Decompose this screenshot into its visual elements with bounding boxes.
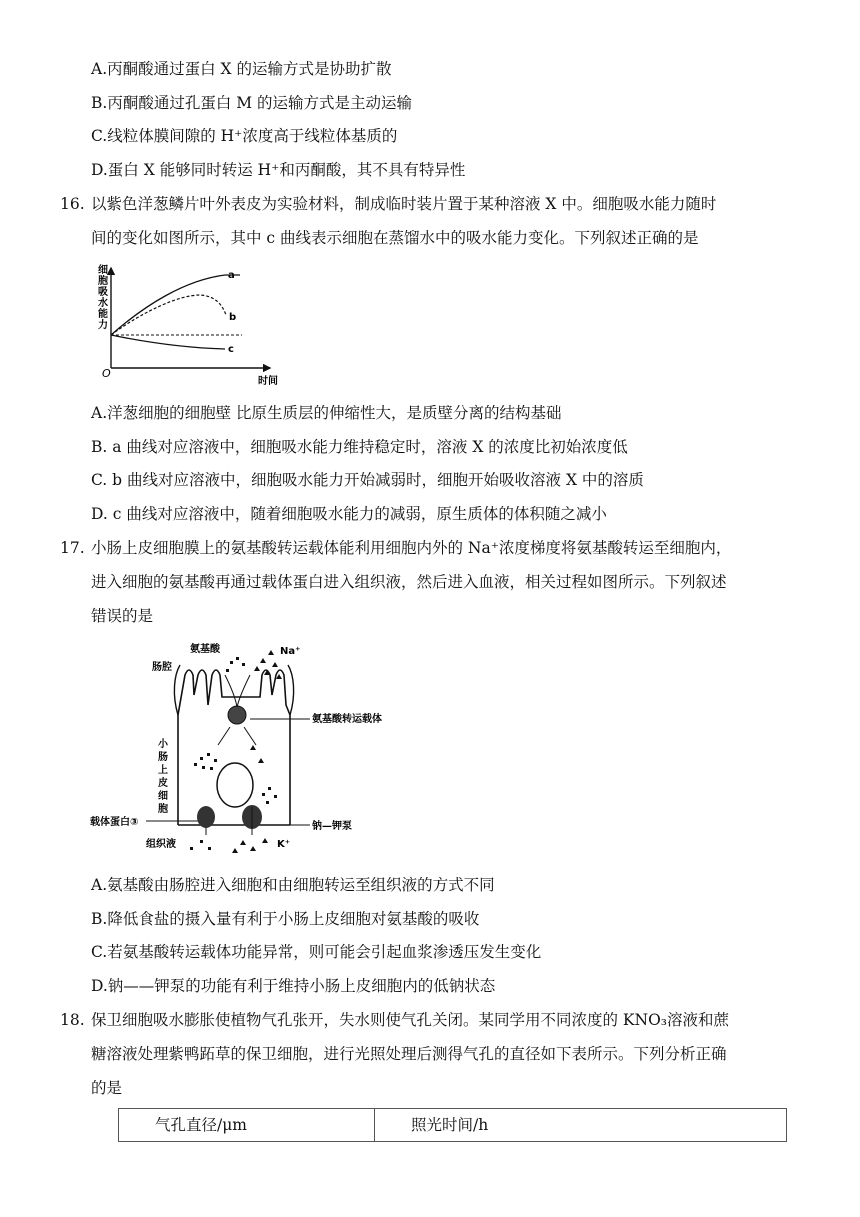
curve-b [111, 295, 226, 335]
q16-option-b: B. a 曲线对应溶液中，细胞吸水能力维持稳定时，溶液 X 的浓度比初始浓度低 [91, 438, 628, 456]
label-cell: 小 [158, 739, 168, 750]
label-na: Na⁺ [280, 646, 301, 657]
ylabel-char: 吸 [98, 287, 108, 298]
q15-option-a: A.丙酮酸通过蛋白 X 的运输方式是协助扩散 [91, 60, 392, 78]
q17-stem-line3: 错误的是 [91, 607, 154, 625]
q17-option-b: B.降低食盐的摄入量有利于小肠上皮细胞对氨基酸的吸收 [91, 910, 480, 928]
table-header-light-time: 照光时间/h [411, 1116, 489, 1134]
label-cell: 细 [158, 791, 168, 802]
table-header-diameter: 气孔直径/μm [119, 1109, 375, 1141]
q18-table [118, 1108, 787, 1142]
label-carrier: 载体蛋白③ [90, 817, 139, 828]
q17-option-a: A.氨基酸由肠腔进入细胞和由细胞转运至组织液的方式不同 [91, 876, 495, 894]
amino-acid-transporter [228, 706, 246, 724]
q15-option-c: C.线粒体膜间隙的 H⁺浓度高于线粒体基质的 [91, 127, 398, 145]
q18-number: 18. [60, 1011, 85, 1029]
label-amino-acid: 氨基酸 [190, 644, 220, 655]
label-tissue-fluid: 组织液 [146, 839, 176, 850]
label-cell: 肠 [158, 752, 168, 763]
label-cell: 上 [158, 765, 168, 776]
ylabel-char: 力 [98, 320, 108, 331]
q15-option-b: B.丙酮酸通过孔蛋白 M 的运输方式是主动运输 [91, 94, 413, 112]
q17-option-d: D.钠——钾泵的功能有利于维持小肠上皮细胞内的低钠状态 [91, 977, 496, 995]
label-pump: 钠—钾泵 [312, 821, 352, 832]
q16-option-c: C. b 曲线对应溶液中，细胞吸水能力开始减弱时，细胞开始吸收溶液 X 中的溶质 [91, 471, 644, 489]
q16-figure [90, 260, 290, 390]
carrier-protein-3 [197, 806, 215, 828]
ylabel-char: 胞 [98, 276, 108, 287]
label-transporter: 氨基酸转运载体 [312, 714, 382, 725]
q17-stem-line2: 进入细胞的氨基酸再通过载体蛋白进入组织液，然后进入血液，相关过程如图所示。下列叙述 [91, 573, 727, 591]
q18-stem-line2: 糖溶液处理紫鸭跖草的保卫细胞，进行光照处理后测得气孔的直径如下表所示。下列分析正确 [91, 1045, 727, 1063]
origin-label: O [102, 367, 111, 380]
q18-stem-line3: 的是 [91, 1079, 123, 1097]
q17-option-c: C.若氨基酸转运载体功能异常，则可能会引起血浆渗透压发生变化 [91, 943, 542, 961]
label-k: K⁺ [277, 839, 291, 850]
q16-option-d: D. c 曲线对应溶液中，随着细胞吸水能力的减弱，原生质体的体积随之减小 [91, 505, 607, 523]
curve-b-label: b [229, 312, 237, 323]
nucleus [217, 763, 253, 807]
q16-stem-line1: 以紫色洋葱鳞片叶外表皮为实验材料，制成临时装片置于某种溶液 X 中。细胞吸水能力随时 [91, 195, 717, 213]
q17-stem-line1: 小肠上皮细胞膜上的氨基酸转运载体能利用细胞内外的 Na⁺浓度梯度将氨基酸转运至细胞内， [91, 539, 732, 557]
q18-stem-line1: 保卫细胞吸水膨胀使植物气孔张开，失水则使气孔关闭。某同学用不同浓度的 KNO₃溶液和蔗 [91, 1011, 729, 1029]
label-cell: 皮 [158, 778, 168, 789]
q17-number: 17. [60, 539, 85, 557]
curve-c [111, 335, 225, 349]
ylabel-char: 能 [98, 309, 108, 320]
curve-c-label: c [228, 344, 234, 355]
q16-option-a: A.洋葱细胞的细胞壁 比原生质层的伸缩性大，是质壁分离的结构基础 [91, 404, 562, 422]
xlabel: 时间 [258, 376, 278, 387]
q15-option-d: D.蛋白 X 能够同时转运 H⁺和丙酮酸，其不具有特异性 [91, 161, 466, 179]
q16-number: 16. [60, 195, 85, 213]
ylabel-char: 细 [98, 265, 108, 276]
q16-stem-line2: 间的变化如图所示，其中 c 曲线表示细胞在蒸馏水中的吸水能力变化。下列叙述正确的是 [91, 229, 699, 247]
curve-a-label: a [228, 270, 235, 281]
label-lumen: 肠腔 [152, 662, 172, 673]
cell-outline [178, 670, 290, 825]
q17-figure [90, 635, 430, 860]
ylabel-char: 水 [98, 298, 108, 309]
label-cell: 胞 [158, 804, 168, 815]
